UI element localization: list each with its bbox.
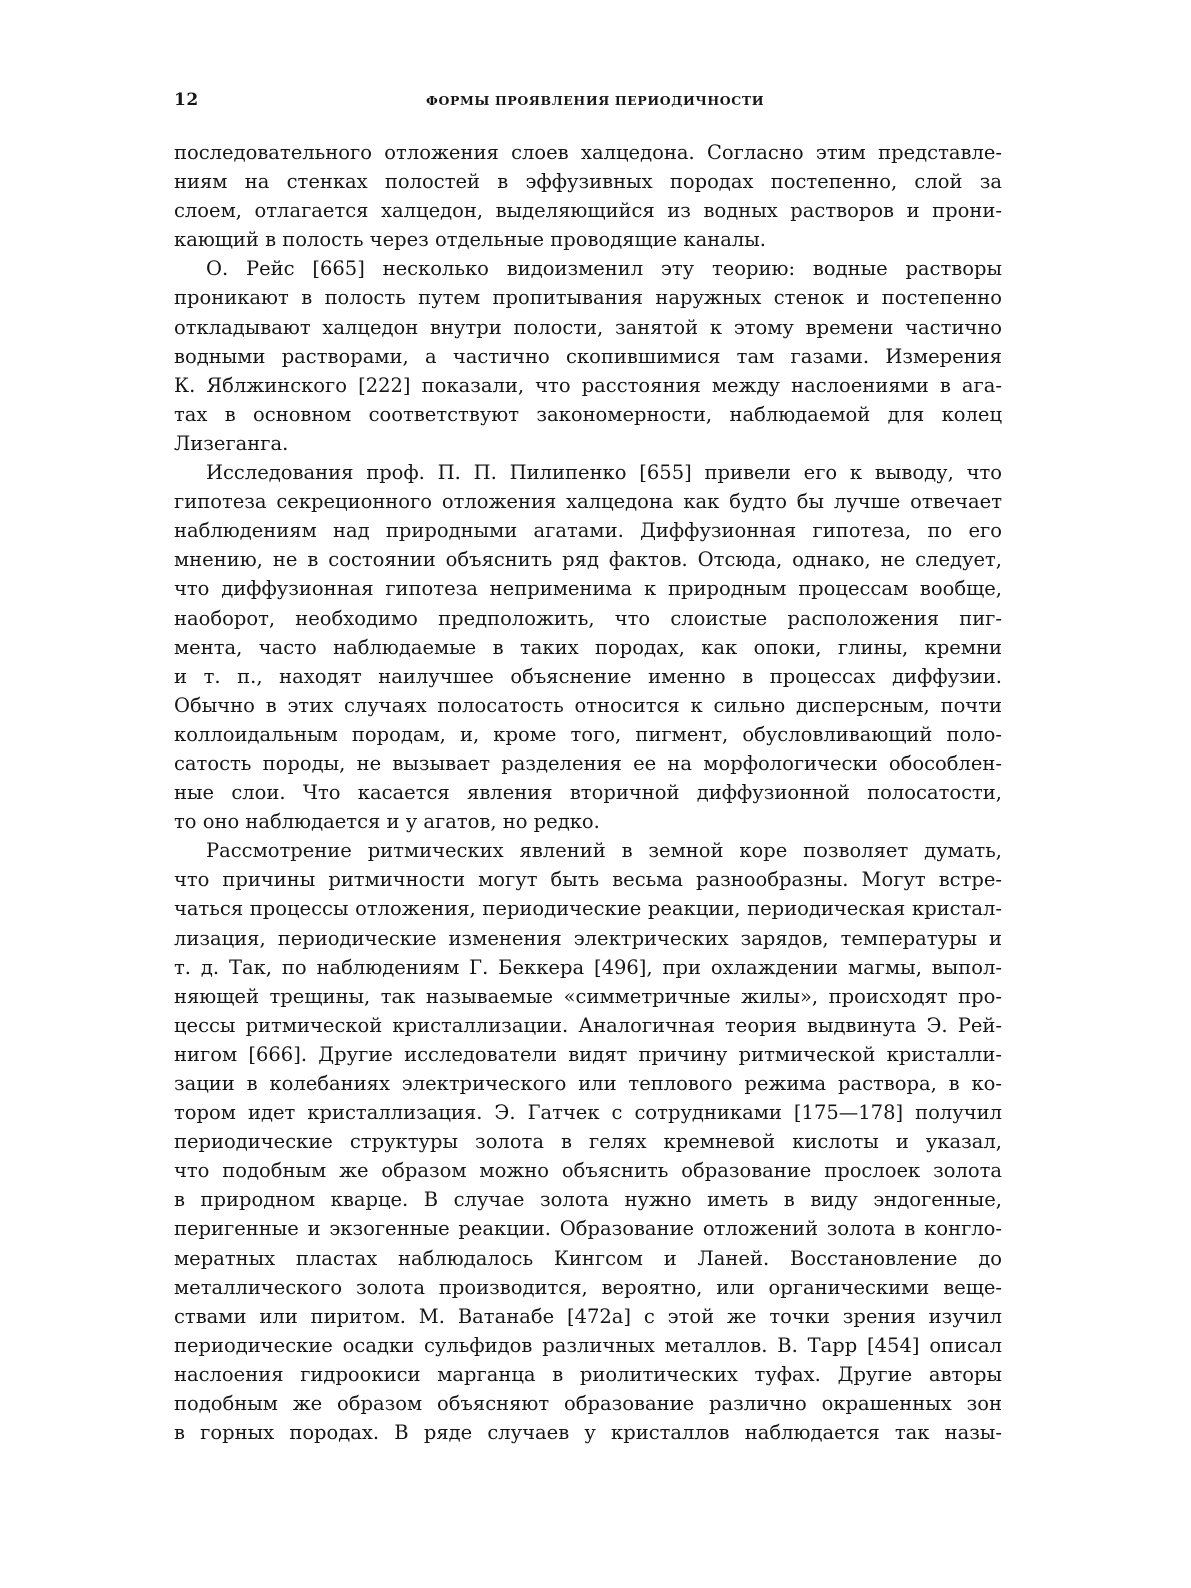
text-line: мератных пластах наблюдалось Кингсом и Ланей. Восстановление до	[174, 1246, 1002, 1270]
text-line: в природном кварце. В случае золота нужно иметь в виду эндогенные,	[174, 1188, 1002, 1212]
text-line: откладывают халцедон внутри полости, занятой к этому времени частично	[174, 315, 1002, 339]
text-line: слоем, отлагается халцедон, выделяющийся из водных растворов и прони-	[174, 199, 1002, 223]
text-line: что подобным же образом можно объяснить образование прослоек золота	[174, 1159, 1002, 1183]
text-line: гипотеза секреционного отложения халцедона как будто бы лучше отвечает	[174, 490, 1002, 514]
text-line: К. Яблжинского [222] показали, что расстояния между наслоениями в ага-	[174, 373, 1002, 397]
paragraph	[174, 138, 1002, 254]
text-line: что диффузионная гипотеза неприменима к природным процессам вообще,	[174, 577, 1002, 601]
text-line: лизация, периодические изменения электрических зарядов, температуры и	[174, 926, 1002, 950]
text-line: подобным же образом объясняют образование различно окрашенных зон	[174, 1392, 1002, 1416]
text-line: наслоения гидроокиси марганца в риолитических туфах. Другие авторы	[174, 1362, 1002, 1386]
running-head	[174, 90, 1002, 112]
text-line: няющей трещины, так называемые «симметричные жилы», происходят про-	[174, 984, 1002, 1008]
text-line: последовательного отложения слоев халцедона. Согласно этим представле-	[174, 141, 1002, 164]
text-line: ниям на стенках полостей в эффузивных породах постепенно, слой за	[174, 170, 1002, 194]
text-line: то оно наблюдается и у агатов, но редко.	[174, 810, 600, 834]
text-line: тах в основном соответствуют закономерности, наблюдаемой для колец	[174, 402, 1002, 426]
text-line: кающий в полость через отдельные проводящие каналы.	[174, 228, 766, 252]
text-line: проникают в полость путем пропитывания наружных стенок и постепенно	[174, 286, 1002, 310]
body-text	[174, 138, 1002, 1447]
text-line: О. Рейс [665] несколько видоизменил эту теорию: водные растворы	[206, 257, 1002, 281]
text-line: перигенные и экзогенные реакции. Образование отложений золота в конгло-	[174, 1217, 1002, 1241]
text-line: т. д. Так, по наблюдениям Г. Беккера [496], при охлаждении магмы, выпол-	[174, 955, 1002, 979]
paragraph	[174, 836, 1002, 1447]
running-title: ФОРМЫ ПРОЯВЛЕНИЯ ПЕРИОДИЧНОСТИ	[426, 93, 765, 108]
text-line: что причины ритмичности могут быть весьма разнообразны. Могут встре-	[174, 868, 1002, 892]
text-line: цессы ритмической кристаллизации. Аналогичная теория выдвинута Э. Рей-	[174, 1013, 1002, 1037]
text-line: водными растворами, а частично скопившимися там газами. Измерения	[174, 344, 1002, 368]
text-line: и т. п., находят наилучшее объяснение именно в процессах диффузии.	[174, 664, 1002, 688]
text-line: в горных породах. В ряде случаев у кристаллов наблюдается так назы-	[174, 1421, 1002, 1445]
text-line: Лизеганга.	[174, 431, 289, 455]
text-line: мента, часто наблюдаемые в таких породах, как опоки, глины, кремни	[174, 635, 1002, 659]
text-line: наблюдениям над природными агатами. Диффузионная гипотеза, по его	[174, 519, 1002, 543]
text-line: ные слои. Что касается явления вторичной диффузионной полосатости,	[174, 781, 1002, 805]
text-line: коллоидальным породам, и, кроме того, пигмент, обусловливающий поло-	[174, 722, 1002, 746]
text-line: сатость породы, не вызывает разделения ее на морфологически обособлен-	[174, 751, 1002, 775]
text-line: Рассмотрение ритмических явлений в земной коре позволяет думать,	[206, 839, 1002, 863]
paragraph	[174, 458, 1002, 836]
text-line: нигом [666]. Другие исследователи видят причину ритмической кристалли-	[174, 1042, 1002, 1066]
text-line: наоборот, необходимо предположить, что слоистые расположения пиг-	[174, 606, 1002, 630]
text-line: Исследования проф. П. П. Пилипенко [655] привели его к выводу, что	[206, 461, 1002, 485]
text-line: периодические структуры золота в гелях кремневой кислоты и указал,	[174, 1130, 1002, 1154]
text-line: Обычно в этих случаях полосатость относится к сильно дисперсным, почти	[174, 693, 1002, 717]
text-line: тором идет кристаллизация. Э. Гатчек с сотрудниками [175—178] получил	[174, 1101, 1002, 1125]
text-line: металлического золота производится, вероятно, или органическими веще-	[174, 1275, 1002, 1299]
text-line: ствами или пиритом. М. Ватанабе [472а] с этой же точки зрения изучил	[174, 1304, 1002, 1328]
page-number: 12	[174, 90, 199, 110]
text-line: мнению, не в состоянии объяснить ряд фактов. Отсюда, однако, не следует,	[174, 548, 1002, 572]
text-line: периодические осадки сульфидов различных металлов. В. Тарр [454] описал	[174, 1333, 1002, 1357]
text-line: зации в колебаниях электрического или теплового режима раствора, в ко-	[174, 1072, 1002, 1095]
text-line: чаться процессы отложения, периодические реакции, периодическая кристал-	[174, 897, 1002, 921]
paragraph	[174, 254, 1002, 458]
